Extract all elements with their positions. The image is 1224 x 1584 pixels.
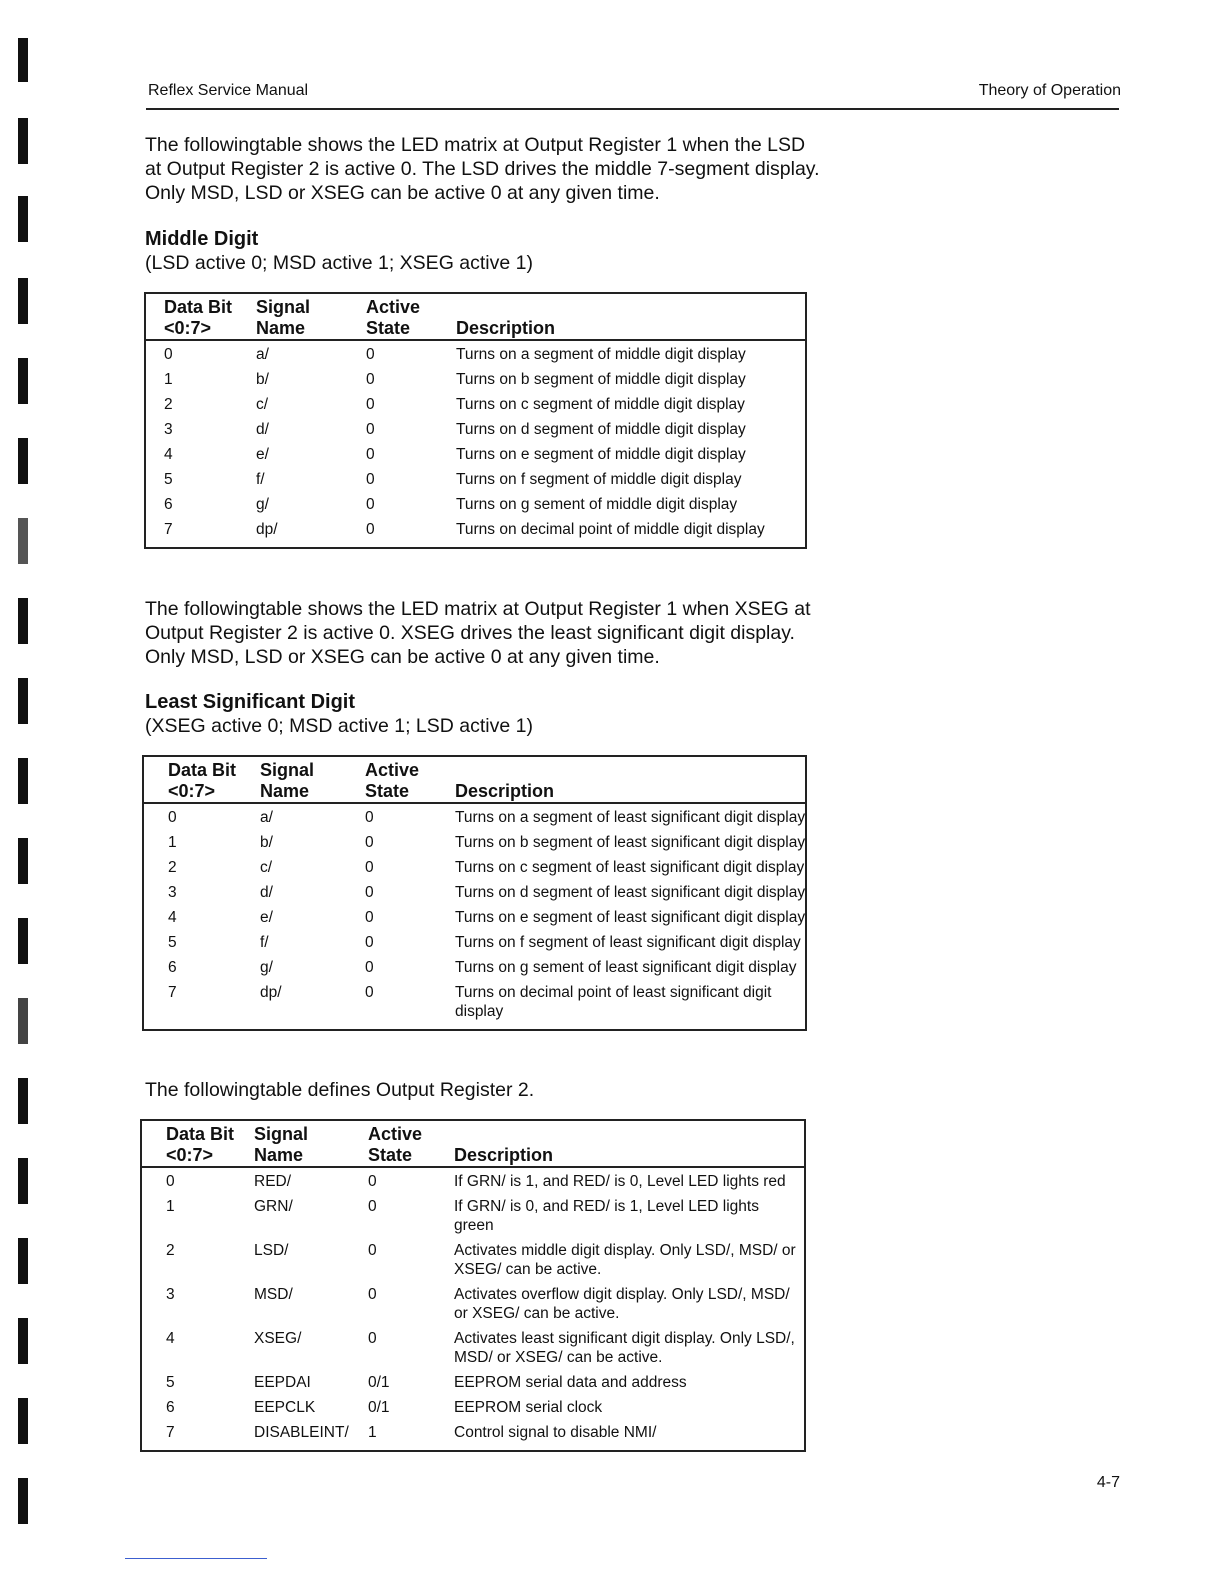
signal-name-cell: c/ (260, 859, 273, 876)
section-title-least-significant-digit: Least Significant Digit (145, 691, 356, 713)
table-row (143, 858, 806, 883)
section-title-middle-digit: Middle Digit (145, 228, 259, 250)
binder-mark (18, 278, 28, 324)
binder-mark (18, 598, 28, 644)
signal-name-cell: g/ (260, 959, 273, 976)
active-state-cell: 0 (365, 959, 374, 976)
active-state-cell: 0 (365, 834, 374, 851)
data-bit-cell: 0 (168, 809, 177, 826)
description-cell: Turns on g sement of middle digit display (456, 496, 738, 513)
data-bit-cell: 1 (166, 1198, 175, 1215)
active-state-cell: 0 (366, 446, 375, 463)
table-row (141, 1285, 805, 1329)
table-row (141, 1423, 805, 1451)
section-subtitle-middle-digit: (LSD active 0; MSD active 1; XSEG active 1) (145, 252, 533, 274)
header-section-title: Theory of Operation (978, 82, 1121, 99)
binder-mark (18, 758, 28, 804)
column-header-description: Description (454, 1120, 805, 1167)
data-bit-cell: 4 (168, 909, 177, 926)
table-row (141, 1373, 805, 1398)
signal-name-cell: GRN/ (254, 1198, 293, 1215)
signal-name-cell: b/ (256, 371, 269, 388)
signal-name-cell: f/ (260, 934, 269, 951)
column-header-signal-name: Signal Name (260, 756, 365, 803)
table-row (145, 470, 806, 495)
column-header-data-bit: Data Bit <0:7> (143, 756, 260, 803)
signal-name-cell: d/ (260, 884, 273, 901)
table-row (141, 1398, 805, 1423)
intro-paragraph-1: The followingtable shows the LED matrix at Output Register 1 when the LSD at Output Register 2 is active 0. The LSD drives the middle 7-segment display. Only MSD, LSD or XSEG can be active 0 at any given time. (145, 134, 820, 204)
active-state-cell: 0 (365, 884, 374, 901)
active-state-cell: 1 (368, 1424, 377, 1441)
table-row (141, 1329, 805, 1373)
active-state-cell: 0 (366, 371, 375, 388)
data-bit-cell: 1 (168, 834, 177, 851)
description-cell: Turns on c segment of least significant digit display (455, 859, 805, 876)
active-state-cell: 0 (368, 1286, 377, 1303)
table-row (143, 933, 806, 958)
data-bit-cell: 5 (168, 934, 177, 951)
binder-mark (18, 1078, 28, 1124)
table-row (145, 420, 806, 445)
active-state-cell: 0 (368, 1198, 377, 1215)
active-state-cell: 0 (368, 1330, 377, 1347)
data-bit-cell: 5 (164, 471, 173, 488)
data-bit-cell: 1 (164, 371, 173, 388)
middle-digit-table (144, 292, 807, 549)
description-cell: Turns on e segment of least significant digit display (455, 909, 806, 926)
description-cell: Turns on b segment of least significant digit display (455, 834, 806, 851)
description-cell: Turns on g sement of least significant digit display (455, 959, 797, 976)
table-row (143, 908, 806, 933)
binder-mark (18, 438, 28, 484)
description-cell: Turns on decimal point of middle digit display (456, 521, 765, 538)
column-header-signal-name: Signal Name (256, 293, 366, 340)
signal-name-cell: XSEG/ (254, 1330, 302, 1347)
signal-name-cell: EEPCLK (254, 1399, 316, 1416)
description-cell: Control signal to disable NMI/ (454, 1424, 657, 1441)
description-cell: If GRN/ is 0, and RED/ is 1, Level LED lights green (454, 1198, 759, 1234)
table-row (143, 833, 806, 858)
data-bit-cell: 6 (164, 496, 173, 513)
table-header-row (145, 293, 806, 340)
description-cell: EEPROM serial data and address (454, 1374, 687, 1391)
section-subtitle-least-significant-digit: (XSEG active 0; MSD active 1; LSD active 1) (145, 715, 533, 737)
table-row (141, 1197, 805, 1241)
signal-name-cell: DISABLEINT/ (254, 1424, 349, 1441)
output-register-2-table (140, 1119, 806, 1452)
signal-name-cell: MSD/ (254, 1286, 293, 1303)
table-row (141, 1241, 805, 1285)
data-bit-cell: 3 (164, 421, 173, 438)
table-row (143, 803, 806, 833)
column-header-signal-name: Signal Name (254, 1120, 368, 1167)
active-state-cell: 0 (365, 984, 374, 1001)
binder-mark (18, 918, 28, 964)
description-cell: EEPROM serial clock (454, 1399, 603, 1416)
table-row (143, 883, 806, 908)
table-row (145, 445, 806, 470)
description-cell: Turns on f segment of least significant digit display (455, 934, 801, 951)
active-state-cell: 0 (365, 859, 374, 876)
signal-name-cell: dp/ (256, 521, 278, 538)
binder-mark (18, 1238, 28, 1284)
description-cell: Turns on e segment of middle digit display (456, 446, 746, 463)
column-header-active-state: Active State (366, 293, 456, 340)
footer-link-underline (125, 1558, 267, 1559)
description-cell: Turns on c segment of middle digit display (456, 396, 745, 413)
table-row (141, 1167, 805, 1197)
data-bit-cell: 7 (168, 984, 177, 1001)
signal-name-cell: dp/ (260, 984, 282, 1001)
description-cell: If GRN/ is 1, and RED/ is 0, Level LED lights red (454, 1173, 786, 1190)
table-row (145, 520, 806, 548)
least-significant-digit-table (142, 755, 807, 1031)
active-state-cell: 0 (366, 471, 375, 488)
intro-paragraph-3: The followingtable defines Output Register 2. (145, 1079, 535, 1101)
signal-name-cell: a/ (256, 346, 269, 363)
active-state-cell: 0 (365, 809, 374, 826)
table-header-row (143, 756, 806, 803)
data-bit-cell: 7 (164, 521, 173, 538)
data-bit-cell: 4 (166, 1330, 175, 1347)
active-state-cell: 0 (366, 521, 375, 538)
signal-name-cell: RED/ (254, 1173, 292, 1190)
binder-mark (18, 1158, 28, 1204)
column-header-active-state: Active State (368, 1120, 454, 1167)
page-number: 4-7 (1096, 1474, 1120, 1491)
active-state-cell: 0 (366, 421, 375, 438)
active-state-cell: 0/1 (368, 1399, 390, 1416)
binder-mark (18, 518, 28, 564)
active-state-cell: 0 (366, 496, 375, 513)
data-bit-cell: 0 (166, 1173, 175, 1190)
column-header-active-state: Active State (365, 756, 455, 803)
binder-mark (18, 118, 28, 164)
signal-name-cell: b/ (260, 834, 273, 851)
signal-name-cell: e/ (256, 446, 269, 463)
binder-mark (18, 678, 28, 724)
table-row (145, 340, 806, 370)
binder-mark (18, 358, 28, 404)
table-row (143, 958, 806, 983)
data-bit-cell: 6 (168, 959, 177, 976)
data-bit-cell: 2 (166, 1242, 175, 1259)
table-row (143, 983, 806, 1030)
table-row (145, 370, 806, 395)
binder-mark (18, 838, 28, 884)
signal-name-cell: LSD/ (254, 1242, 289, 1259)
description-cell: Turns on decimal point of least significant digit display (455, 984, 772, 1020)
description-cell: Turns on a segment of middle digit display (456, 346, 746, 363)
column-header-description: Description (456, 293, 806, 340)
active-state-cell: 0 (365, 909, 374, 926)
signal-name-cell: c/ (256, 396, 269, 413)
header-manual-title: Reflex Service Manual (148, 82, 309, 99)
binder-mark (18, 196, 28, 242)
description-cell: Turns on a segment of least significant digit display (455, 809, 806, 826)
description-cell: Turns on d segment of middle digit display (456, 421, 746, 438)
description-cell: Turns on b segment of middle digit display (456, 371, 746, 388)
description-cell: Activates middle digit display. Only LSD/, MSD/ or XSEG/ can be active. (454, 1242, 796, 1278)
binder-mark (18, 998, 28, 1044)
signal-name-cell: a/ (260, 809, 273, 826)
data-bit-cell: 4 (164, 446, 173, 463)
column-header-data-bit: Data Bit <0:7> (145, 293, 256, 340)
column-header-description: Description (455, 756, 806, 803)
data-bit-cell: 3 (168, 884, 177, 901)
intro-paragraph-2: The followingtable shows the LED matrix at Output Register 1 when XSEG at Output Register 2 is active 0. XSEG drives the least significant digit display. Only MSD, LSD or XSEG can be active 0 at any given time. (145, 598, 811, 668)
active-state-cell: 0 (366, 396, 375, 413)
active-state-cell: 0/1 (368, 1374, 390, 1391)
signal-name-cell: EEPDAI (254, 1374, 311, 1391)
table-row (145, 495, 806, 520)
table-row (145, 395, 806, 420)
binder-mark (18, 1318, 28, 1364)
binder-mark (18, 1398, 28, 1444)
active-state-cell: 0 (365, 934, 374, 951)
data-bit-cell: 5 (166, 1374, 175, 1391)
binder-mark (18, 38, 28, 82)
table-header-row (141, 1120, 805, 1167)
data-bit-cell: 0 (164, 346, 173, 363)
description-cell: Turns on d segment of least significant digit display (455, 884, 806, 901)
signal-name-cell: e/ (260, 909, 273, 926)
description-cell: Turns on f segment of middle digit display (456, 471, 742, 488)
column-header-data-bit: Data Bit <0:7> (141, 1120, 254, 1167)
description-cell: Activates least significant digit display. Only LSD/, MSD/ or XSEG/ can be active. (454, 1330, 795, 1366)
header-rule (146, 108, 1119, 110)
description-cell: Activates overflow digit display. Only LSD/, MSD/ or XSEG/ can be active. (454, 1286, 790, 1322)
signal-name-cell: g/ (256, 496, 269, 513)
data-bit-cell: 3 (166, 1286, 175, 1303)
data-bit-cell: 6 (166, 1399, 175, 1416)
active-state-cell: 0 (366, 346, 375, 363)
data-bit-cell: 2 (168, 859, 177, 876)
signal-name-cell: d/ (256, 421, 269, 438)
active-state-cell: 0 (368, 1173, 377, 1190)
binder-mark (18, 1478, 28, 1524)
active-state-cell: 0 (368, 1242, 377, 1259)
signal-name-cell: f/ (256, 471, 265, 488)
data-bit-cell: 2 (164, 396, 173, 413)
data-bit-cell: 7 (166, 1424, 175, 1441)
